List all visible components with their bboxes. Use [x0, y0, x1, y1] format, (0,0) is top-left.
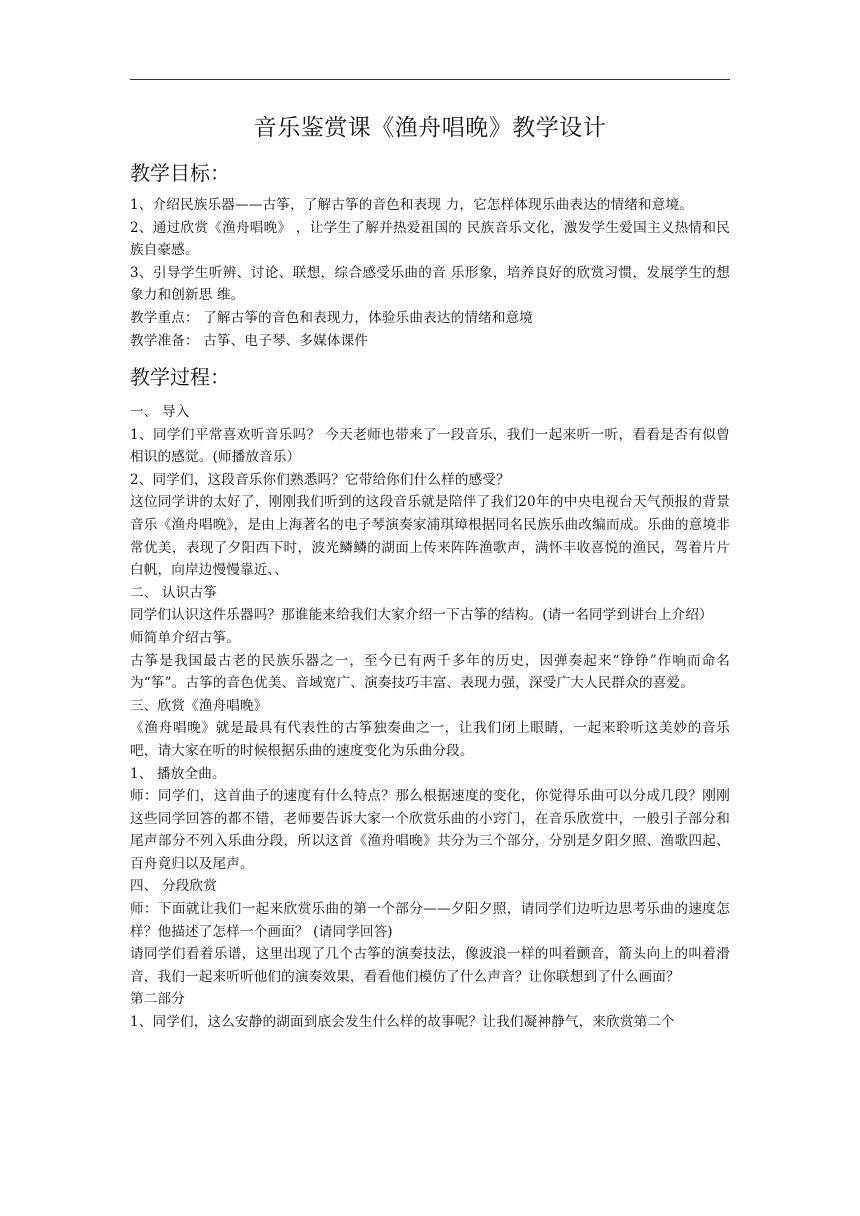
process-paragraph: 师：下面就让我们一起来欣赏乐曲的第一个部分——夕阳夕照，请同学们边听边思考乐曲的速度怎样？他描述了怎样一个画面？ (请同学回答): [130, 901, 730, 940]
objective-item: 2、通过欣赏《渔舟唱晚》 ，让学生了解并热爱祖国的 民族音乐文化，激发学生爱国主义热情和民族自豪感。: [130, 219, 730, 259]
process-paragraph: 1、 播放全曲。: [130, 765, 226, 782]
process-heading: 教学过程：: [130, 365, 230, 389]
document-title: 音乐鉴赏课《渔舟唱晚》教学设计: [253, 115, 607, 141]
header-rule: [130, 79, 730, 80]
process-paragraph: 1、同学们平常喜欢听音乐吗？ 今天老师也带来了一段音乐，我们一起来听一听，看看是否有似曾相识的感觉。(师播放音乐）: [130, 426, 730, 466]
section-step-heading: 第二部分: [130, 991, 185, 1008]
process-paragraph: 请同学们看着乐谱，这里出现了几个古筝的演奏技法，像波浪一样的叫着颤音，箭头向上的叫着滑音，我们一起来听听他们的演奏效果，看看他们模仿了什么声音？让你联想到了什么画面？: [130, 946, 730, 985]
process-paragraph: 古筝是我国最古老的民族乐器之一，至今已有两千多年的历史，因弹奏起来“铮铮”作响而命名为“筝”。古筝的音色优美、音域宽广、演奏技巧丰富、表现力强，深受广大人民群众的喜爱。: [130, 652, 730, 692]
process-paragraph: 1、同学们，这么安静的湖面到底会发生什么样的故事呢？让我们凝神静气，来欣赏第二个: [130, 1014, 675, 1031]
process-section: [130, 401, 730, 1034]
objectives-section: [130, 194, 730, 352]
objective-item: 3、引导学生听辨、讨论、联想，综合感受乐曲的音 乐形象，培养良好的欣赏习惯，发展学生的想象力和创新思 维。: [130, 264, 730, 304]
section-step-heading: 三、欣赏《渔舟唱晚》: [130, 697, 268, 714]
process-paragraph: 同学们认识这件乐器吗？那谁能来给我们大家介绍一下古筝的结构。(请一名同学到讲台上介绍）: [130, 607, 713, 624]
process-paragraph: 师简单介绍古筝。: [130, 629, 240, 646]
teaching-preparation: 教学准备： 古筝、电子琴、多媒体课件: [130, 332, 369, 349]
process-paragraph: 《渔舟唱晚》就是最具有代表性的古筝独奏曲之一，让我们闭上眼睛，一起来聆听这美妙的音乐吧，请大家在听的时候根据乐曲的速度变化为乐曲分段。: [130, 720, 730, 759]
section-step-heading: 二、 认识古筝: [130, 584, 217, 601]
teaching-focus: 教学重点： 了解古筝的音色和表现力，体验乐曲表达的情绪和意境: [130, 309, 534, 326]
objective-item: 1、介绍民族乐器——古筝，了解古筝的音色和表现 力，它怎样体现乐曲表达的情绪和意境。: [130, 197, 694, 213]
process-paragraph: 师：同学们，这首曲子的速度有什么特点？那么根据速度的变化，你觉得乐曲可以分成几段？刚刚这些同学回答的都不错，老师要告诉大家一个欣赏乐曲的小窍门，在音乐欣赏中，一般引子部分和尾声部分不列入乐曲分段，所以这首《渔舟唱晚》共分为三个部分，分别是夕阳夕照、渔歌四起、百舟竟归以及尾声。: [130, 788, 730, 872]
objectives-heading: 教学目标：: [130, 161, 230, 185]
section-step-heading: 四、 分段欣赏: [130, 878, 217, 895]
section-step-heading: 一、 导入: [130, 404, 190, 420]
process-paragraph: 这位同学讲的太好了，刚刚我们听到的这段音乐就是陪伴了我们20年的中央电视台天气预报的背景音乐《渔舟唱晚》，是由上海著名的电子琴演奏家浦琪璋根据同名民族乐曲改编而成。乐曲的意境非常优美，表现了夕阳西下时，波光鳞鳞的湖面上传来阵阵渔歌声，满怀丰收喜悦的渔民，驾着片片白帆，向岸边慢慢靠近、、: [130, 494, 730, 579]
process-paragraph: 2、同学们，这段音乐你们熟悉吗？它带给你们什么样的感受？: [130, 471, 510, 488]
